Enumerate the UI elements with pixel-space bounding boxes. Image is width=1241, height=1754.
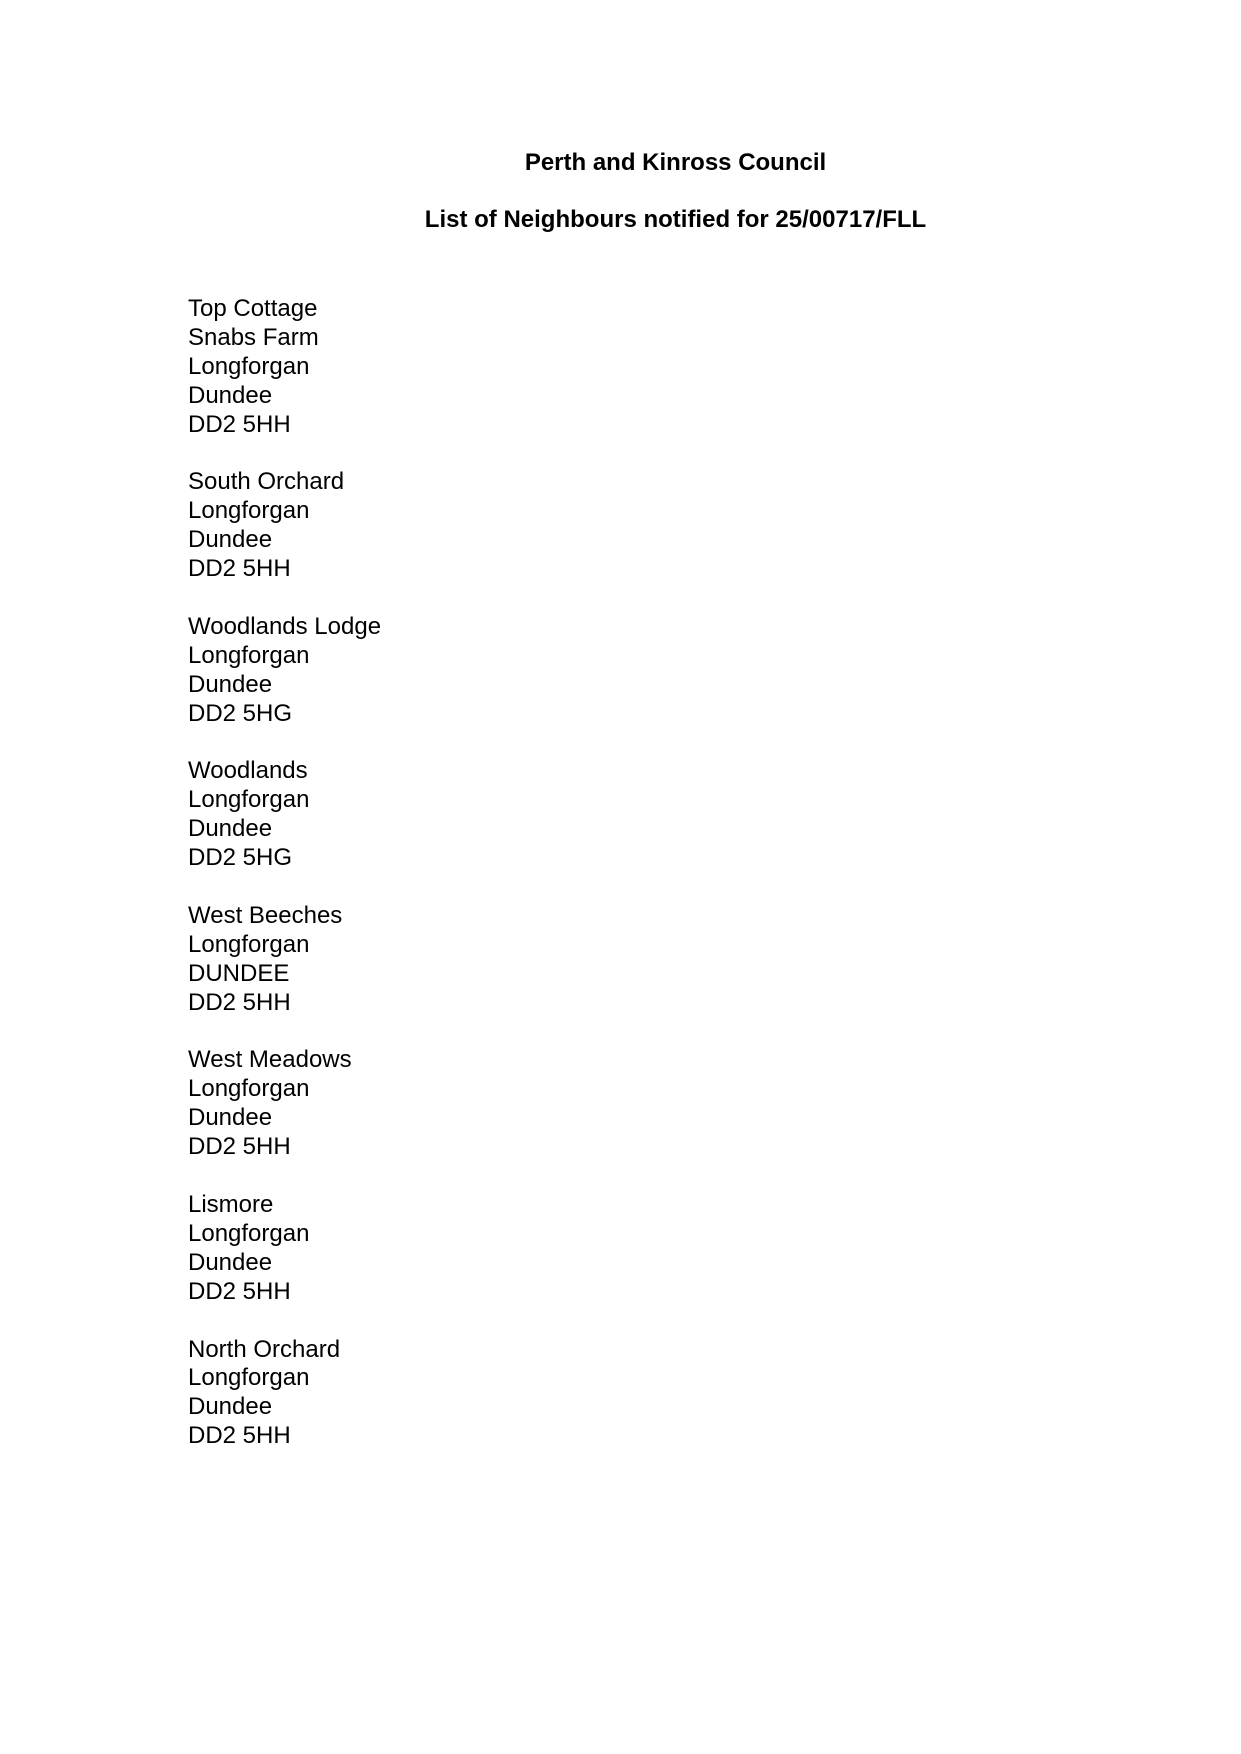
address-block — [188, 468, 381, 584]
address-line: Dundee — [188, 1393, 273, 1421]
address-line: Longforgan — [188, 930, 310, 958]
address-line: Dundee — [188, 526, 273, 554]
address-line: Longforgan — [188, 1364, 310, 1392]
address-line: Top Cottage — [188, 295, 318, 322]
address-block — [188, 613, 381, 729]
address-line: North Orchard — [188, 1335, 341, 1363]
address-line: Dundee — [188, 1248, 273, 1276]
address-block — [188, 1191, 381, 1307]
address-line: Longforgan — [188, 1075, 310, 1103]
address-line: DD2 5HG — [188, 844, 293, 872]
address-line: Longforgan — [188, 352, 310, 380]
address-line: West Beeches — [188, 901, 343, 929]
address-line: Longforgan — [188, 1219, 310, 1247]
council-title: Perth and Kinross Council — [524, 149, 827, 176]
address-block — [188, 1336, 381, 1452]
address-line: South Orchard — [188, 468, 345, 496]
address-line: Longforgan — [188, 641, 310, 669]
address-line: DD2 5HH — [188, 555, 291, 583]
address-line: West Meadows — [188, 1046, 352, 1074]
address-line: Dundee — [188, 815, 273, 843]
address-line: Longforgan — [188, 497, 310, 525]
address-block — [188, 295, 381, 440]
address-line: Woodlands — [188, 757, 308, 785]
address-line: DD2 5HH — [188, 1277, 291, 1305]
address-block — [188, 757, 381, 873]
address-line: DUNDEE — [188, 959, 290, 987]
address-line: DD2 5HH — [188, 988, 291, 1016]
address-line: Snabs Farm — [188, 323, 319, 351]
address-block — [188, 1046, 381, 1162]
address-line: Longforgan — [188, 786, 310, 814]
address-line: DD2 5HG — [188, 699, 293, 727]
address-line: DD2 5HH — [188, 1422, 291, 1450]
address-line: Lismore — [188, 1191, 274, 1218]
address-line: Dundee — [188, 670, 273, 698]
address-line: Dundee — [188, 1104, 273, 1132]
list-title: List of Neighbours notified for 25/00717/FLL — [424, 206, 927, 233]
address-block — [188, 902, 381, 1018]
address-line: DD2 5HH — [188, 1133, 291, 1161]
address-line: Woodlands Lodge — [188, 612, 382, 640]
neighbour-address-list — [188, 295, 381, 1480]
address-line: DD2 5HH — [188, 410, 291, 438]
address-line: Dundee — [188, 381, 273, 409]
